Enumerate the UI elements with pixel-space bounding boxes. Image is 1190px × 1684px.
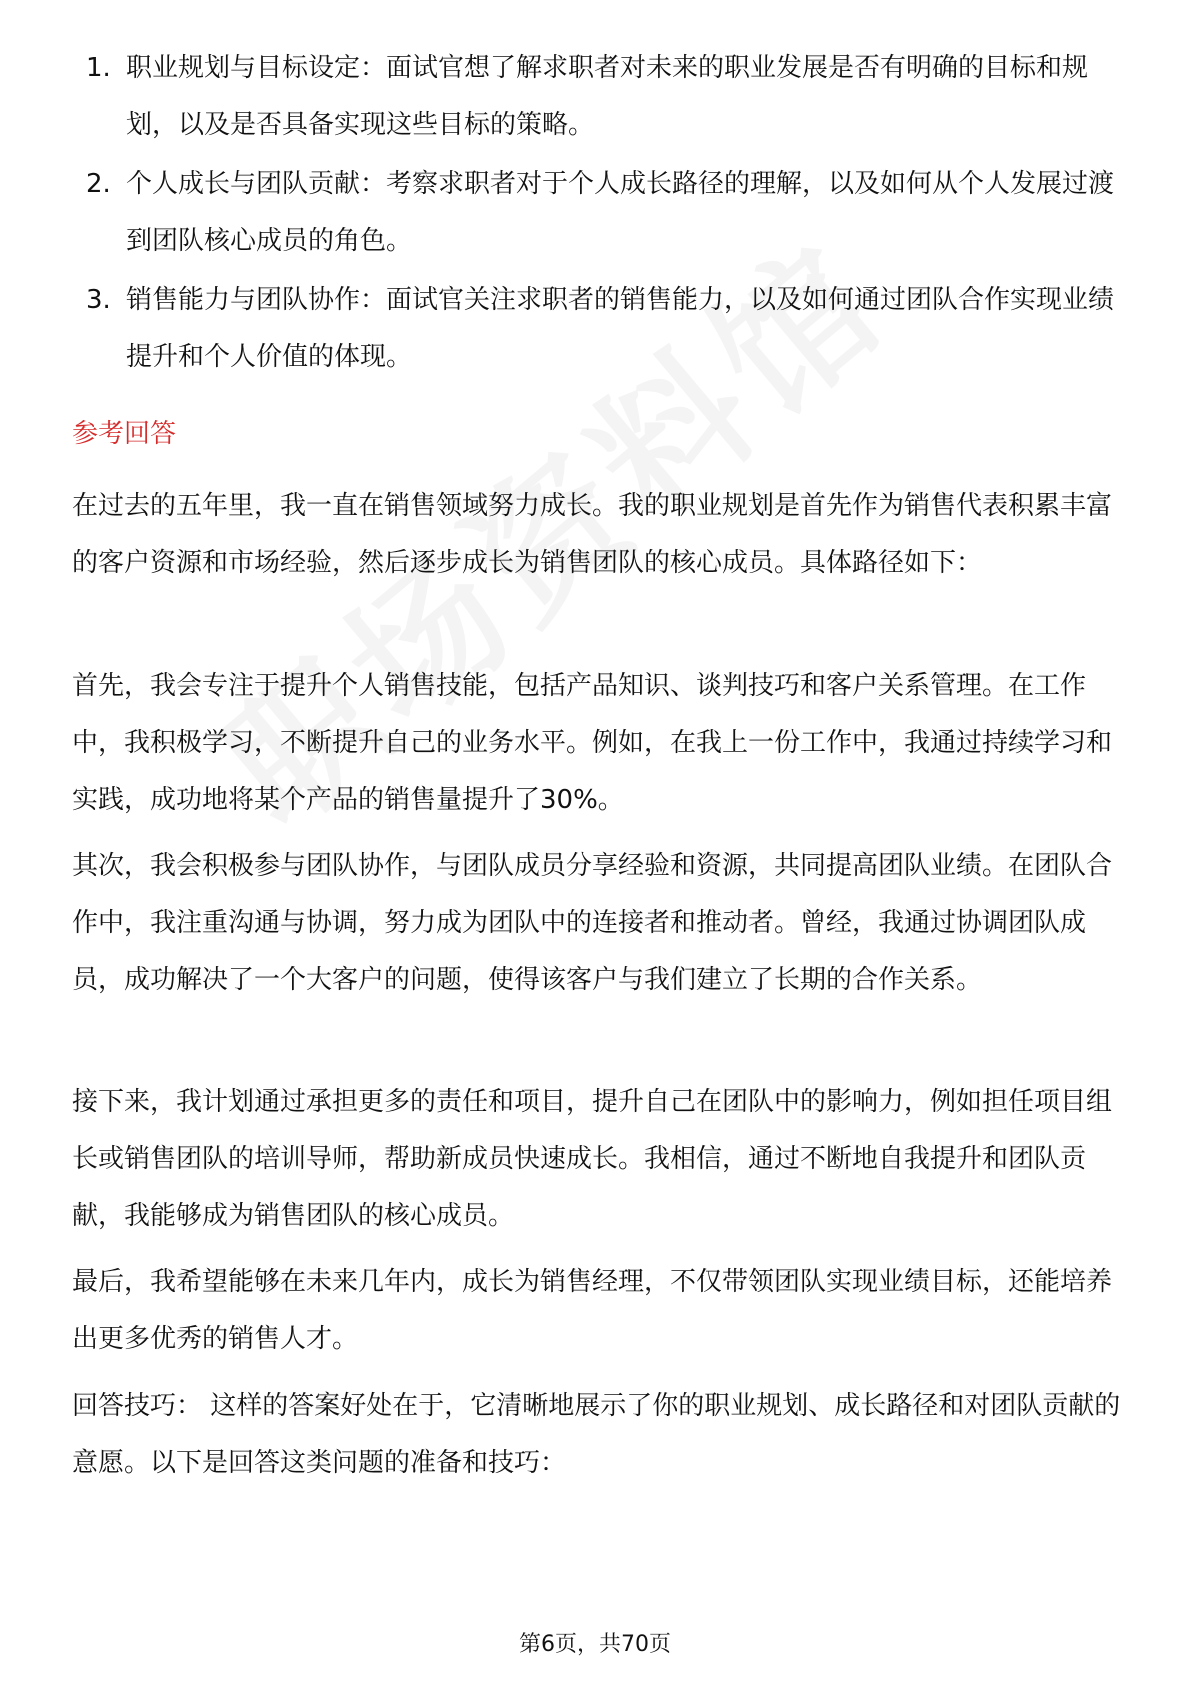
list-text: 销售能力与团队协作：面试官关注求职者的销售能力，以及如何通过团队合作实现业绩提升和个人价值的体现。 (126, 285, 1115, 372)
list-number: 1. (86, 53, 111, 83)
question-points-list (72, 40, 1122, 388)
paragraph: 最后，我希望能够在未来几年内，成长为销售经理，不仅带领团队实现业绩目标，还能培养出更多优秀的销售人才。 (72, 1267, 1113, 1354)
list-text: 个人成长与团队贡献：考察求职者对于个人成长路径的理解，以及如何从个人发展过渡到团队核心成员的角色。 (126, 169, 1115, 256)
paragraph: 首先，我会专注于提升个人销售技能，包括产品知识、谈判技巧和客户关系管理。在工作中，我积极学习，不断提升自己的业务水平。例如，在我上一份工作中，我通过持续学习和实践，成功地将某个产品的销售量提升了30%。 (72, 671, 1113, 815)
list-item (72, 272, 1122, 386)
section-heading: 参考回答 (72, 419, 177, 449)
paragraph: 回答技巧： 这样的答案好处在于，它清晰地展示了你的职业规划、成长路径和对团队贡献的意愿。以下是回答这类问题的准备和技巧： (72, 1391, 1121, 1478)
paragraph: 接下来，我计划通过承担更多的责任和项目，提升自己在团队中的影响力，例如担任项目组长或销售团队的培训导师，帮助新成员快速成长。我相信，通过不断地自我提升和团队贡献，我能够成为销售团队的核心成员。 (72, 1087, 1113, 1231)
list-item (72, 40, 1122, 154)
list-number: 3. (86, 285, 111, 315)
page-footer: 第6页，共70页 (519, 1632, 671, 1657)
list-text: 职业规划与目标设定：面试官想了解求职者对未来的职业发展是否有明确的目标和规划，以及是否具备实现这些目标的策略。 (126, 53, 1089, 140)
paragraph: 在过去的五年里，我一直在销售领域努力成长。我的职业规划是首先作为销售代表积累丰富的客户资源和市场经验，然后逐步成长为销售团队的核心成员。具体路径如下： (72, 491, 1113, 578)
paragraph: 其次，我会积极参与团队协作，与团队成员分享经验和资源，共同提高团队业绩。在团队合作中，我注重沟通与协调，努力成为团队中的连接者和推动者。曾经，我通过协调团队成员，成功解决了一个大客户的问题，使得该客户与我们建立了长期的合作关系。 (72, 851, 1113, 995)
list-number: 2. (86, 169, 111, 199)
list-item (72, 156, 1122, 270)
